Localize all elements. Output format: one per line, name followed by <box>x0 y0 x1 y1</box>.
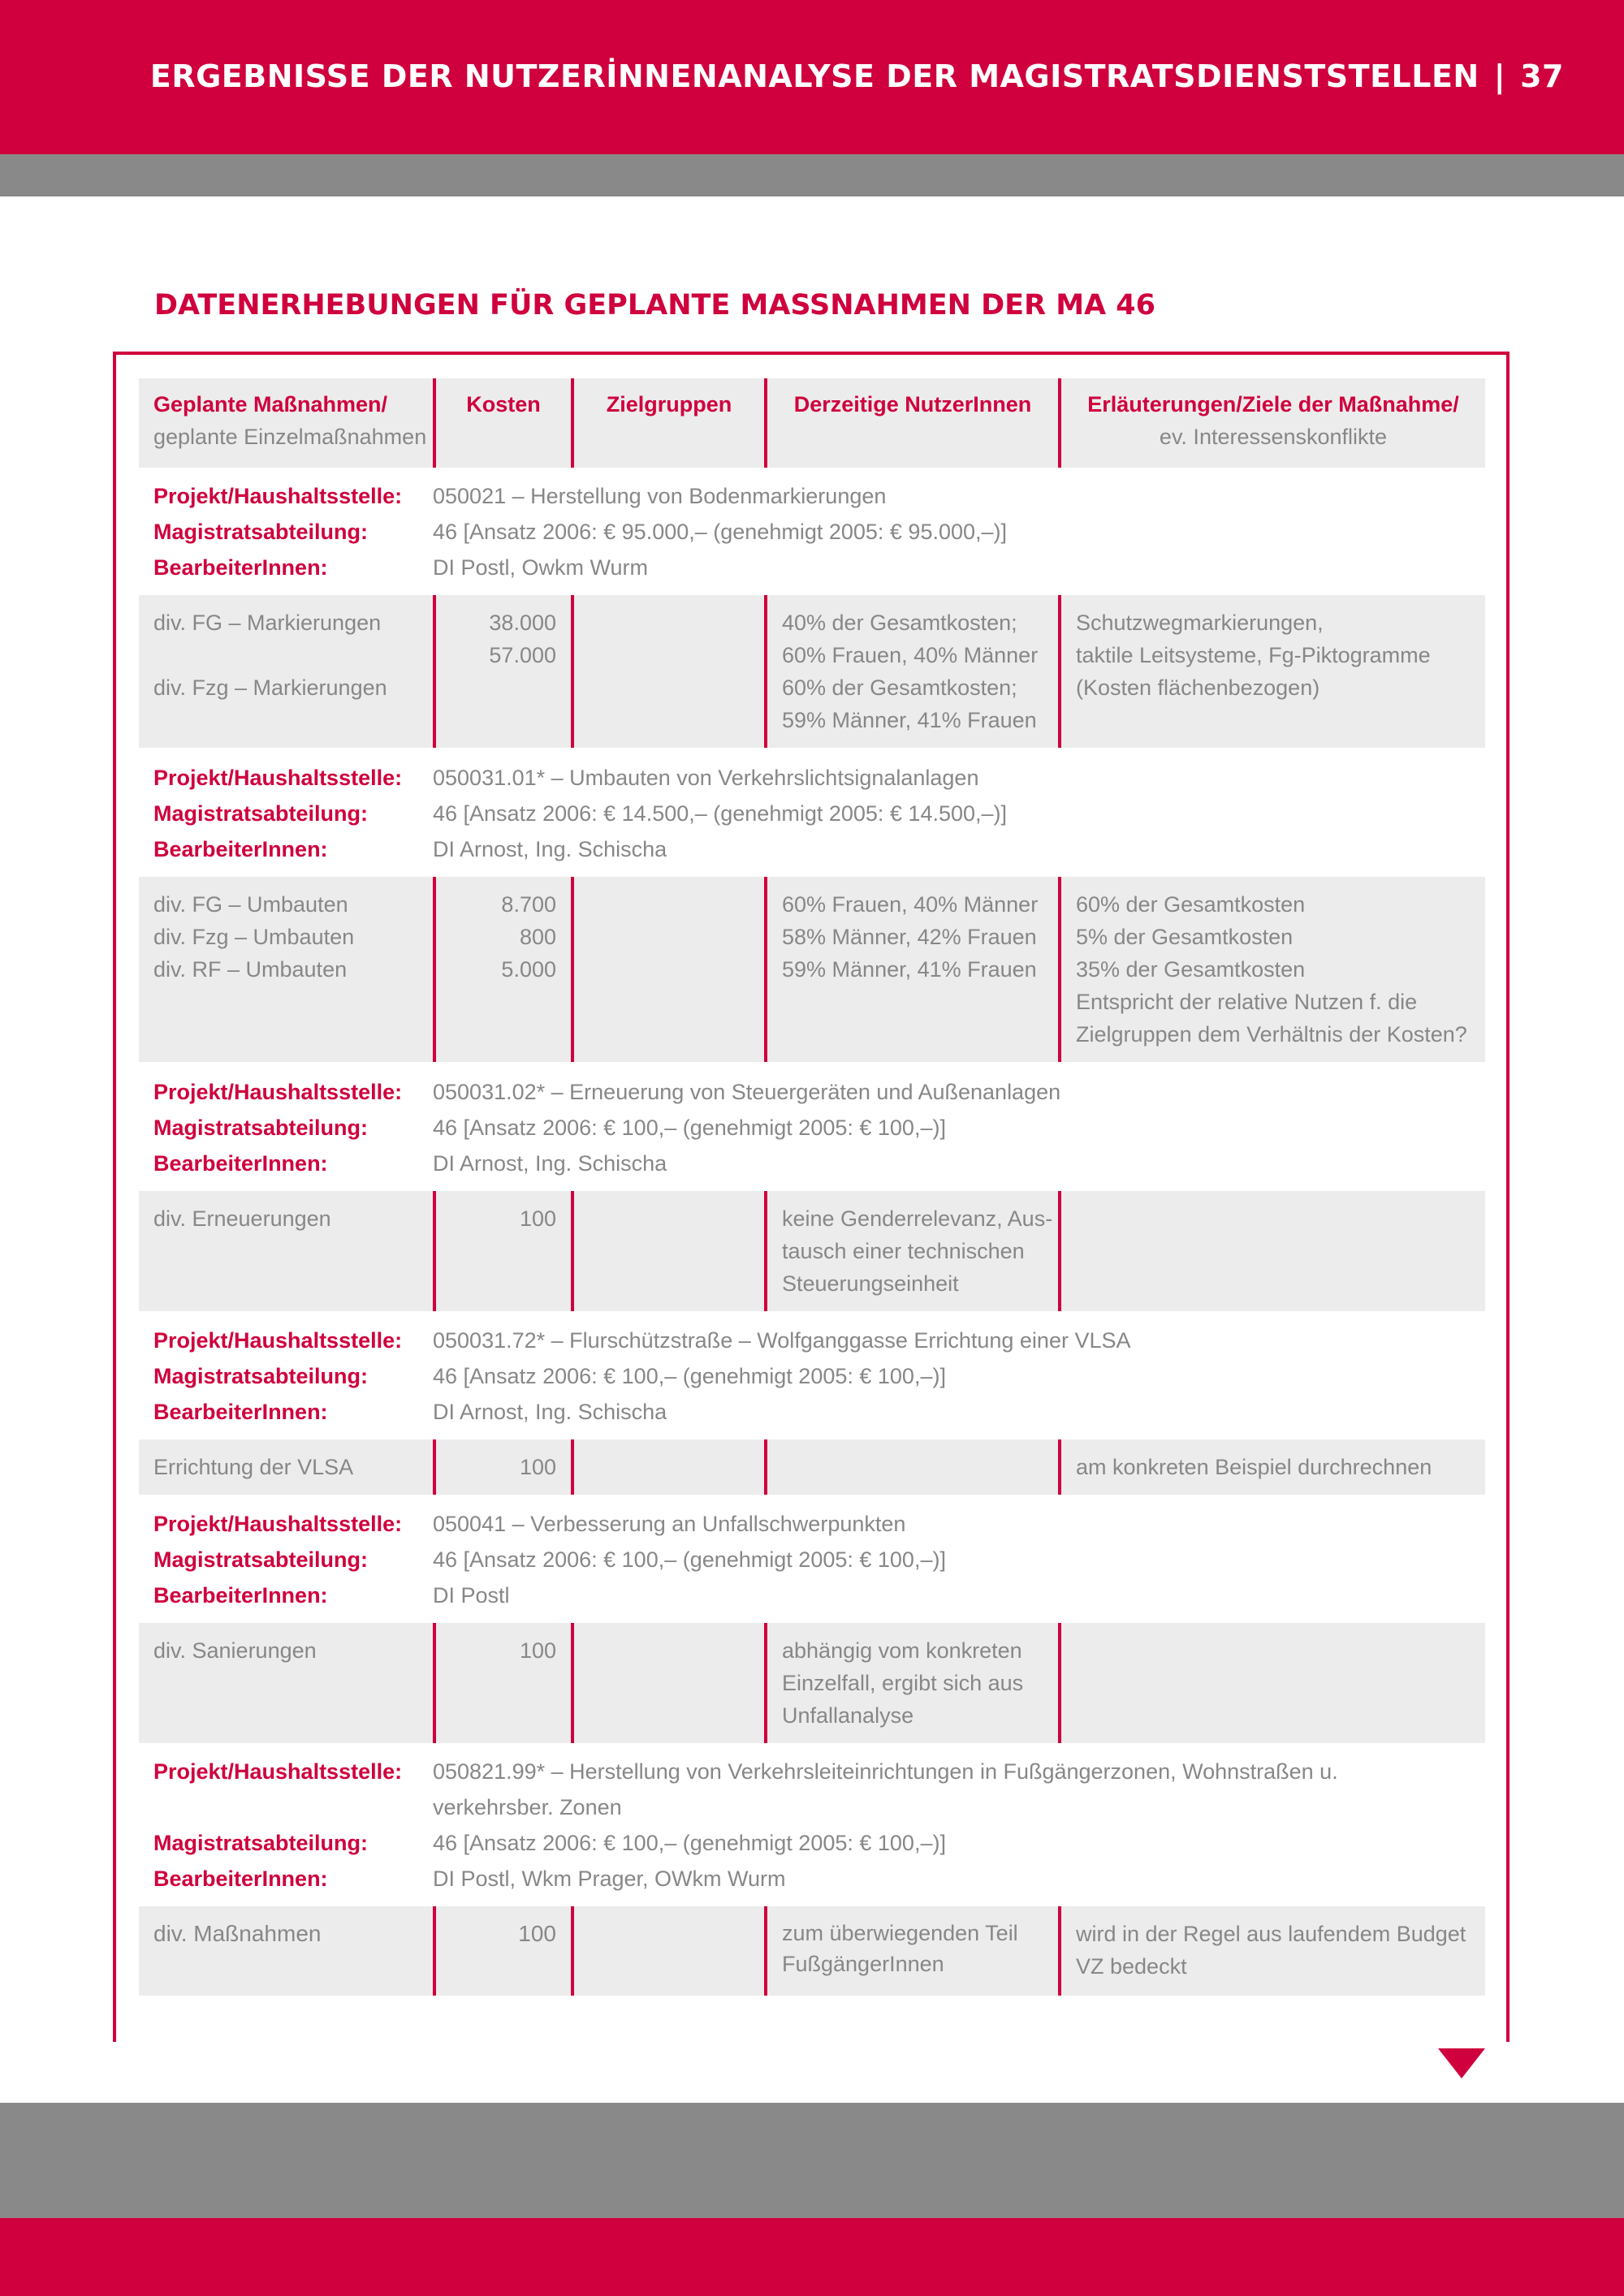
header-col-current-users: Derzeitige NutzerInnen <box>764 378 1058 468</box>
costs-cell <box>433 1191 571 1311</box>
users-line: 59% Männer, 41% Frauen <box>782 957 1037 982</box>
costs-cell <box>433 1906 571 1996</box>
measures-cell <box>139 1623 433 1743</box>
measures-cell <box>139 1439 433 1495</box>
department-value: 46 [Ansatz 2006: € 100,– (genehmigt 2005: € 100,–)] <box>433 1116 946 1140</box>
notes-cell <box>1058 1906 1485 1996</box>
header-col-measures-line1: Geplante Maßnahmen/ <box>153 392 388 416</box>
notes-line: Schutzwegmarkierungen, <box>1076 611 1324 635</box>
users-line: FußgängerInnen <box>782 1952 944 1976</box>
notes-cell <box>1058 877 1485 1062</box>
running-head <box>150 58 1564 94</box>
cost-value: 38.000 <box>489 611 556 635</box>
target-groups-cell <box>571 595 764 748</box>
project-value: 050041 – Verbesserung an Unfallschwerpunkten <box>433 1512 906 1536</box>
department-label: Magistratsabteilung: <box>153 520 369 544</box>
notes-line: 35% der Gesamtkosten <box>1076 957 1306 982</box>
measure-spacer <box>153 639 418 671</box>
users-line: 40% der Gesamtkosten; <box>782 611 1017 635</box>
users-line: Unfallanalyse <box>782 1703 914 1728</box>
department-label: Magistratsabteilung: <box>153 1364 369 1388</box>
header-grey-strip <box>0 154 1624 196</box>
measure-line: div. FG – Markierungen <box>153 611 382 635</box>
target-groups-cell <box>571 1439 764 1495</box>
footer-grey-strip <box>0 2103 1624 2218</box>
header-col-measures-line2: geplante Einzelmaßnahmen <box>153 425 427 449</box>
project-value-continued: verkehrsber. Zonen <box>433 1795 622 1819</box>
measure-row-1 <box>139 595 1485 748</box>
project-label: Projekt/Haushaltsstelle: <box>153 766 403 790</box>
project-info-4 <box>139 1323 1485 1430</box>
costs-cell <box>433 1623 571 1743</box>
target-groups-cell <box>571 1191 764 1311</box>
notes-line: (Kosten flächenbezogen) <box>1076 675 1320 700</box>
users-line: abhängig vom konkreten <box>782 1638 1022 1663</box>
staff-value: DI Arnost, Ing. Schischa <box>433 837 667 861</box>
department-value: 46 [Ansatz 2006: € 100,– (genehmigt 2005: € 100,–)] <box>433 1831 946 1855</box>
staff-value: DI Postl, Wkm Prager, OWkm Wurm <box>433 1867 786 1891</box>
measure-line: div. Maßnahmen <box>153 1921 322 1946</box>
notes-line: 5% der Gesamtkosten <box>1076 925 1294 949</box>
measure-line: div. Fzg – Umbauten <box>153 925 355 949</box>
staff-label: BearbeiterInnen: <box>153 1400 328 1424</box>
measure-line: div. Fzg – Markierungen <box>153 675 387 700</box>
footer-band <box>0 2218 1624 2296</box>
project-info-2 <box>139 760 1485 867</box>
department-value: 46 [Ansatz 2006: € 100,– (genehmigt 2005: € 100,–)] <box>433 1547 946 1572</box>
measure-row-3 <box>139 1191 1485 1311</box>
header-col-target-groups: Zielgruppen <box>571 378 764 468</box>
users-line: keine Genderrelevanz, Aus- <box>782 1206 1053 1231</box>
notes-cell <box>1058 595 1485 748</box>
measure-line: div. FG – Umbauten <box>153 892 348 917</box>
measure-line: div. Erneuerungen <box>153 1206 331 1231</box>
project-value: 050821.99* – Herstellung von Verkehrsleiteinrichtungen in Fußgängerzonen, Wohnstraßen u. <box>433 1759 1338 1784</box>
project-label: Projekt/Haushaltsstelle: <box>153 484 403 508</box>
measure-row-5 <box>139 1623 1485 1743</box>
users-cell <box>764 1623 1058 1743</box>
continue-triangle-icon <box>1438 2048 1485 2078</box>
measures-cell <box>139 877 433 1062</box>
users-cell <box>764 1906 1058 1996</box>
project-value: 050031.01* – Umbauten von Verkehrslichtsignalanlagen <box>433 766 979 790</box>
measures-cell <box>139 1191 433 1311</box>
project-value: 050021 – Herstellung von Bodenmarkierungen <box>433 484 887 508</box>
cost-value: 100 <box>519 1455 556 1479</box>
header-col-measures <box>139 378 433 468</box>
measure-line: Errichtung der VLSA <box>153 1455 354 1479</box>
notes-cell <box>1058 1623 1485 1743</box>
staff-label: BearbeiterInnen: <box>153 1151 328 1176</box>
cost-value: 100 <box>518 1921 556 1946</box>
notes-cell <box>1058 1439 1485 1495</box>
users-line: 60% Frauen, 40% Männer <box>782 643 1039 667</box>
staff-label: BearbeiterInnen: <box>153 1867 328 1891</box>
notes-line: am konkreten Beispiel durchrechnen <box>1076 1455 1432 1479</box>
target-groups-cell <box>571 1623 764 1743</box>
project-info-5 <box>139 1506 1485 1613</box>
page-number: 37 <box>1520 58 1564 94</box>
notes-line: VZ bedeckt <box>1076 1954 1187 1979</box>
department-value: 46 [Ansatz 2006: € 100,– (genehmigt 2005: € 100,–)] <box>433 1364 946 1388</box>
staff-value: DI Arnost, Ing. Schischa <box>433 1400 667 1424</box>
running-head-title: ERGEBNISSE DER NUTZERİNNENANALYSE DER MAGISTRATSDIENSTSTELLEN <box>149 58 1479 94</box>
section-title: DATENERHEBUNGEN FÜR GEPLANTE MASSNAHMEN DER MA 46 <box>154 289 1156 322</box>
target-groups-cell <box>571 877 764 1062</box>
cost-value: 57.000 <box>489 643 556 667</box>
target-groups-cell <box>571 1906 764 1996</box>
header-col-costs: Kosten <box>433 378 571 468</box>
measure-line: div. Sanierungen <box>153 1638 317 1663</box>
costs-cell <box>433 877 571 1062</box>
users-cell <box>764 1191 1058 1311</box>
project-value: 050031.02* – Erneuerung von Steuergeräten und Außenanlagen <box>433 1080 1061 1104</box>
cost-value: 5.000 <box>501 957 556 982</box>
project-info-1 <box>139 478 1485 585</box>
project-value: 050031.72* – Flurschützstraße – Wolfganggasse Errichtung einer VLSA <box>433 1328 1131 1353</box>
users-line: 60% der Gesamtkosten; <box>782 675 1017 700</box>
users-line: 58% Männer, 42% Frauen <box>782 925 1037 949</box>
measures-cell <box>139 1906 433 1996</box>
department-value: 46 [Ansatz 2006: € 14.500,– (genehmigt 2005: € 14.500,–)] <box>433 801 1008 826</box>
users-cell <box>764 877 1058 1062</box>
users-cell <box>764 1439 1058 1495</box>
header-col-notes-line2: ev. Interessenskonflikte <box>1159 425 1388 449</box>
department-label: Magistratsabteilung: <box>153 1547 369 1572</box>
project-label: Projekt/Haushaltsstelle: <box>153 1080 403 1104</box>
running-head-separator: | <box>1493 58 1506 94</box>
staff-label: BearbeiterInnen: <box>153 555 328 580</box>
project-label: Projekt/Haushaltsstelle: <box>153 1512 403 1536</box>
notes-line: wird in der Regel aus laufendem Budget <box>1076 1922 1466 1946</box>
measure-row-6 <box>139 1906 1485 1996</box>
header-col-notes-line1: Erläuterungen/Ziele der Maßnahme/ <box>1087 392 1459 416</box>
notes-cell <box>1058 1191 1485 1311</box>
costs-cell <box>433 1439 571 1495</box>
users-line: Steuerungseinheit <box>782 1271 959 1296</box>
notes-line: 60% der Gesamtkosten <box>1076 892 1306 917</box>
staff-value: DI Postl, Owkm Wurm <box>433 555 649 580</box>
department-label: Magistratsabteilung: <box>153 1116 369 1140</box>
header-col-notes <box>1058 378 1485 468</box>
cost-value: 100 <box>519 1638 556 1663</box>
users-line: 59% Männer, 41% Frauen <box>782 708 1037 732</box>
project-label: Projekt/Haushaltsstelle: <box>153 1328 403 1353</box>
costs-cell <box>433 595 571 748</box>
measures-cell <box>139 595 433 748</box>
users-line: Einzelfall, ergibt sich aus <box>782 1671 1024 1695</box>
measure-row-4 <box>139 1439 1485 1495</box>
notes-line: taktile Leitsysteme, Fg-Piktogramme <box>1076 643 1431 667</box>
users-line: 60% Frauen, 40% Männer <box>782 892 1039 917</box>
project-label: Projekt/Haushaltsstelle: <box>153 1759 403 1784</box>
users-cell <box>764 595 1058 748</box>
department-value: 46 [Ansatz 2006: € 95.000,– (genehmigt 2005: € 95.000,–)] <box>433 520 1008 544</box>
department-label: Magistratsabteilung: <box>153 801 369 826</box>
notes-line: Entspricht der relative Nutzen f. die <box>1076 990 1418 1014</box>
staff-value: DI Arnost, Ing. Schischa <box>433 1151 667 1176</box>
project-label-blank <box>139 1789 433 1825</box>
project-info-3 <box>139 1074 1485 1181</box>
cost-value: 8.700 <box>501 892 556 917</box>
staff-value: DI Postl <box>433 1583 510 1608</box>
department-label: Magistratsabteilung: <box>153 1831 369 1855</box>
cost-value: 100 <box>519 1206 556 1231</box>
measure-row-2 <box>139 877 1485 1062</box>
cost-value: 800 <box>519 925 556 949</box>
table-header <box>139 378 1485 468</box>
measure-line: div. RF – Umbauten <box>153 957 348 982</box>
staff-label: BearbeiterInnen: <box>153 837 328 861</box>
users-line: tausch einer technischen <box>782 1239 1025 1263</box>
project-info-6 <box>139 1754 1485 1897</box>
notes-line: Zielgruppen dem Verhältnis der Kosten? <box>1076 1022 1467 1047</box>
staff-label: BearbeiterInnen: <box>153 1583 328 1608</box>
users-line: zum überwiegenden Teil <box>782 1921 1018 1945</box>
